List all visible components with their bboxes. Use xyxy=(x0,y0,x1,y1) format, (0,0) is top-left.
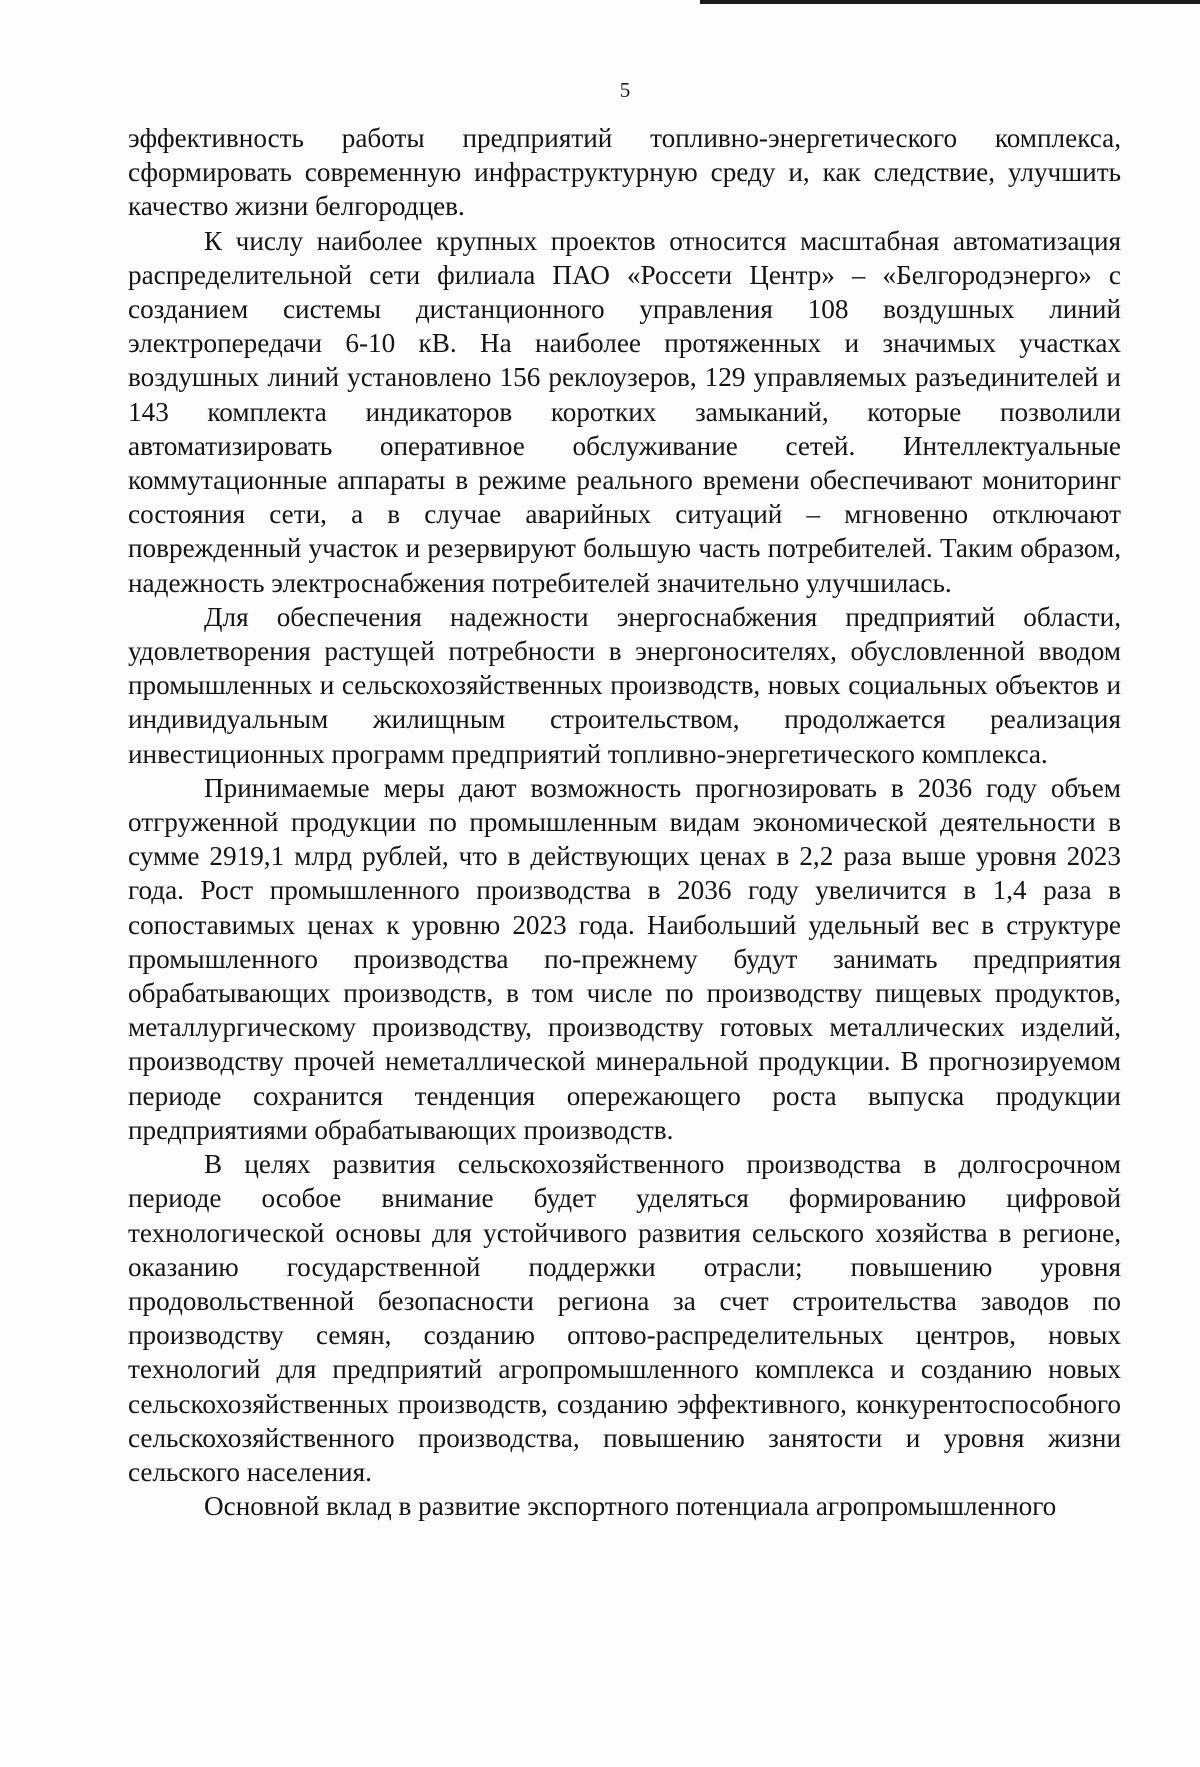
paragraph-agriculture-development: В целях развития сельскохозяйственного производства в долгосрочном периоде особое внимание будет уделяться формированию цифровой технологической основы для устойчивого развития сельского хозяйства в регионе, оказанию государственной поддержки отрасли; повышению уровня продовольственной безопасности региона за счет строительства заводов по производству семян, созданию оптово-распределительных центров, новых технологий для предприятий агропромышленного комплекса и созданию новых сельскохозяйственных производств, созданию эффективного, конкурентоспособного сельскохозяйственного производства, повышению занятости и уровня жизни сельского населения. xyxy=(128,1149,1121,1487)
paragraph-industrial-forecast: Принимаемые меры дают возможность прогнозировать в 2036 году объем отгруженной продукции по промышленным видам экономической деятельности в сумме 2919,1 млрд рублей, что в действующих ценах в 2,2 раза выше уровня 2023 года. Рост промышленного производства в 2036 году увеличится в 1,4 раза в сопоставимых ценах к уровню 2023 года. Наибольший удельный вес в структуре промышленного производства по-прежнему будут занимать предприятия обрабатывающих производств, в том числе по производству пищевых продуктов, металлургическому производству, производству готовых металлических изделий, производству прочей неметаллической минеральной продукции. В прогнозируемом периоде сохранится тенденция опережающего роста выпуска продукции предприятиями обрабатывающих производств. xyxy=(128,772,1121,1145)
paragraph-export-potential: Основной вклад в развитие экспортного потенциала агропромышленного xyxy=(204,1491,1057,1522)
page-number: 5 xyxy=(619,78,631,102)
top-edge-rule xyxy=(700,0,1200,4)
paragraph-energy-reliability: Для обеспечения надежности энергоснабжения предприятий области, удовлетворения растущей потребности в энергоносителях, обусловленной вводом промышленных и сельскохозяйственных производств, новых социальных объектов и индивидуальным жилищным строительством, продолжается реализация инвестиционных программ предприятий топливно-энергетического комплекса. xyxy=(128,601,1121,769)
paragraph-grid-automation: К числу наиболее крупных проектов относится масштабная автоматизация распределительной сети филиала ПАО «Россети Центр» – «Белгородэнерго» с созданием системы дистанционного управления 108 воздушных линий электропередачи 6-10 кВ. На наиболее протяженных и значимых участках воздушных линий установлено 156 реклоузеров, 129 управляемых разъединителей и 143 комплекта индикаторов коротких замыканий, которые позволили автоматизировать оперативное обслуживание сетей. Интеллектуальные коммутационные аппараты в режиме реального времени обеспечивают мониторинг состояния сети, а в случае аварийных ситуаций – мгновенно отключают поврежденный участок и резервируют большую часть потребителей. Таким образом, надежность электроснабжения потребителей значительно улучшилась. xyxy=(128,225,1121,598)
paragraph-continuation: эффективность работы предприятий топливно-энергетического комплекса, сформировать современную инфраструктурную среду и, как следствие, улучшить качество жизни белгородцев. xyxy=(128,123,1121,222)
body-text xyxy=(128,121,1121,1523)
